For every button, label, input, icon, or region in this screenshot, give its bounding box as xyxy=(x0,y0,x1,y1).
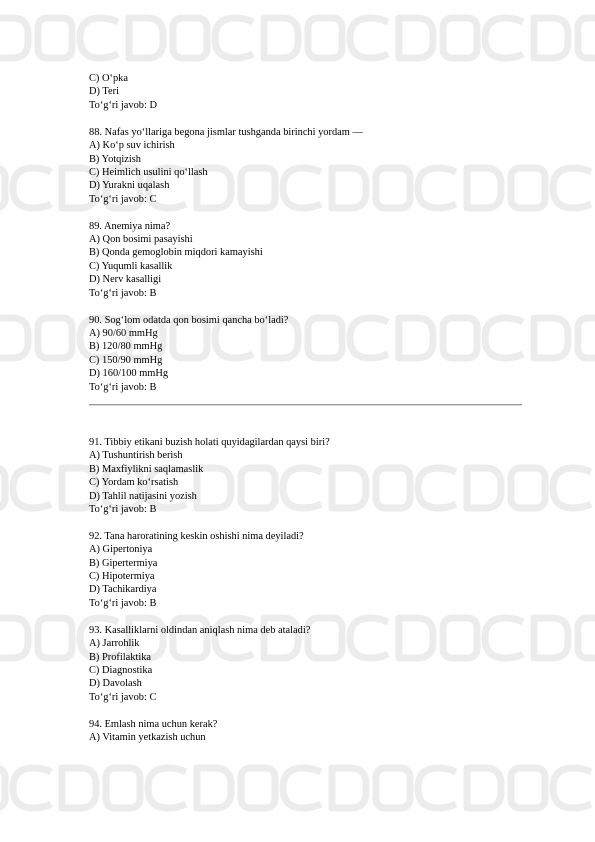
document-page xyxy=(89,72,529,745)
answer: To‘g‘ri javob: C xyxy=(89,691,157,703)
option: A) Qon bosimi pasayishi xyxy=(89,234,193,246)
question-text: 94. Emlash nima uchun kerak? xyxy=(89,718,218,730)
option: C) Yuqumli kasallik xyxy=(89,260,173,272)
option: C) Yordam ko‘rsatish xyxy=(89,477,179,489)
option: C) Heimlich usulini qo‘llash xyxy=(89,166,208,178)
question-93 xyxy=(89,624,529,704)
question-90 xyxy=(89,314,529,394)
option: B) Qonda gemoglobin miqdori kamayishi xyxy=(89,247,263,259)
answer: To‘g‘ri javob: B xyxy=(89,503,157,515)
option: D) Yurakni uqalash xyxy=(89,180,170,192)
option: A) Jarrohlik xyxy=(89,638,140,650)
question-text: 93. Kasalliklarni oldindan aniqlash nima deb ataladi? xyxy=(89,624,311,636)
option: C) Diagnostika xyxy=(89,665,153,677)
intro-line: C) O‘pka xyxy=(89,73,128,84)
option: B) Maxfiylikni saqlamaslik xyxy=(89,463,204,475)
answer: To‘g‘ri javob: C xyxy=(89,193,157,205)
option: D) Davolash xyxy=(89,678,142,690)
question-text: 91. Tibbiy etikani buzish holati quyidagilardan qaysi biri? xyxy=(89,436,330,448)
question-text: 90. Sog‘lom odatda qon bosimi qancha bo‘ladi? xyxy=(89,314,289,326)
option: A) 90/60 mmHg xyxy=(89,328,158,340)
horizontal-rule xyxy=(89,404,522,406)
intro-line: To‘g‘ri javob: D xyxy=(89,99,157,111)
question-89 xyxy=(89,220,529,300)
answer: To‘g‘ri javob: B xyxy=(89,287,157,299)
question-94 xyxy=(89,718,529,745)
question-text: 89. Anemiya nima? xyxy=(89,220,171,232)
option: D) 160/100 mmHg xyxy=(89,368,169,380)
option: A) Vitamin yetkazish uchun xyxy=(89,732,206,744)
question-92 xyxy=(89,530,529,610)
option: B) 120/80 mmHg xyxy=(89,341,163,353)
option: B) Profilaktika xyxy=(89,651,152,663)
answer: To‘g‘ri javob: B xyxy=(89,597,157,609)
option: C) Hipotermiya xyxy=(89,571,155,583)
option: C) 150/90 mmHg xyxy=(89,354,163,366)
answer: To‘g‘ri javob: B xyxy=(89,381,157,393)
question-text: 88. Nafas yo‘llariga begona jismlar tushganda birinchi yordam — xyxy=(89,126,363,138)
question-text: 92. Tana haroratining keskin oshishi nima deyiladi? xyxy=(89,530,304,542)
question-88 xyxy=(89,126,529,206)
option: A) Ko‘p suv ichirish xyxy=(89,140,175,152)
option: B) Yotqizish xyxy=(89,153,141,165)
option: D) Tachikardiya xyxy=(89,584,157,596)
option: A) Tushuntirish berish xyxy=(89,450,183,462)
option: A) Gipertoniya xyxy=(89,544,153,556)
intro-line: D) Teri xyxy=(89,86,119,98)
option: D) Tahlil natijasini yozish xyxy=(89,490,197,502)
option: D) Nerv kasalligi xyxy=(89,274,162,286)
option: B) Gipertermiya xyxy=(89,557,158,569)
question-91 xyxy=(89,436,529,516)
intro-block xyxy=(89,72,529,112)
